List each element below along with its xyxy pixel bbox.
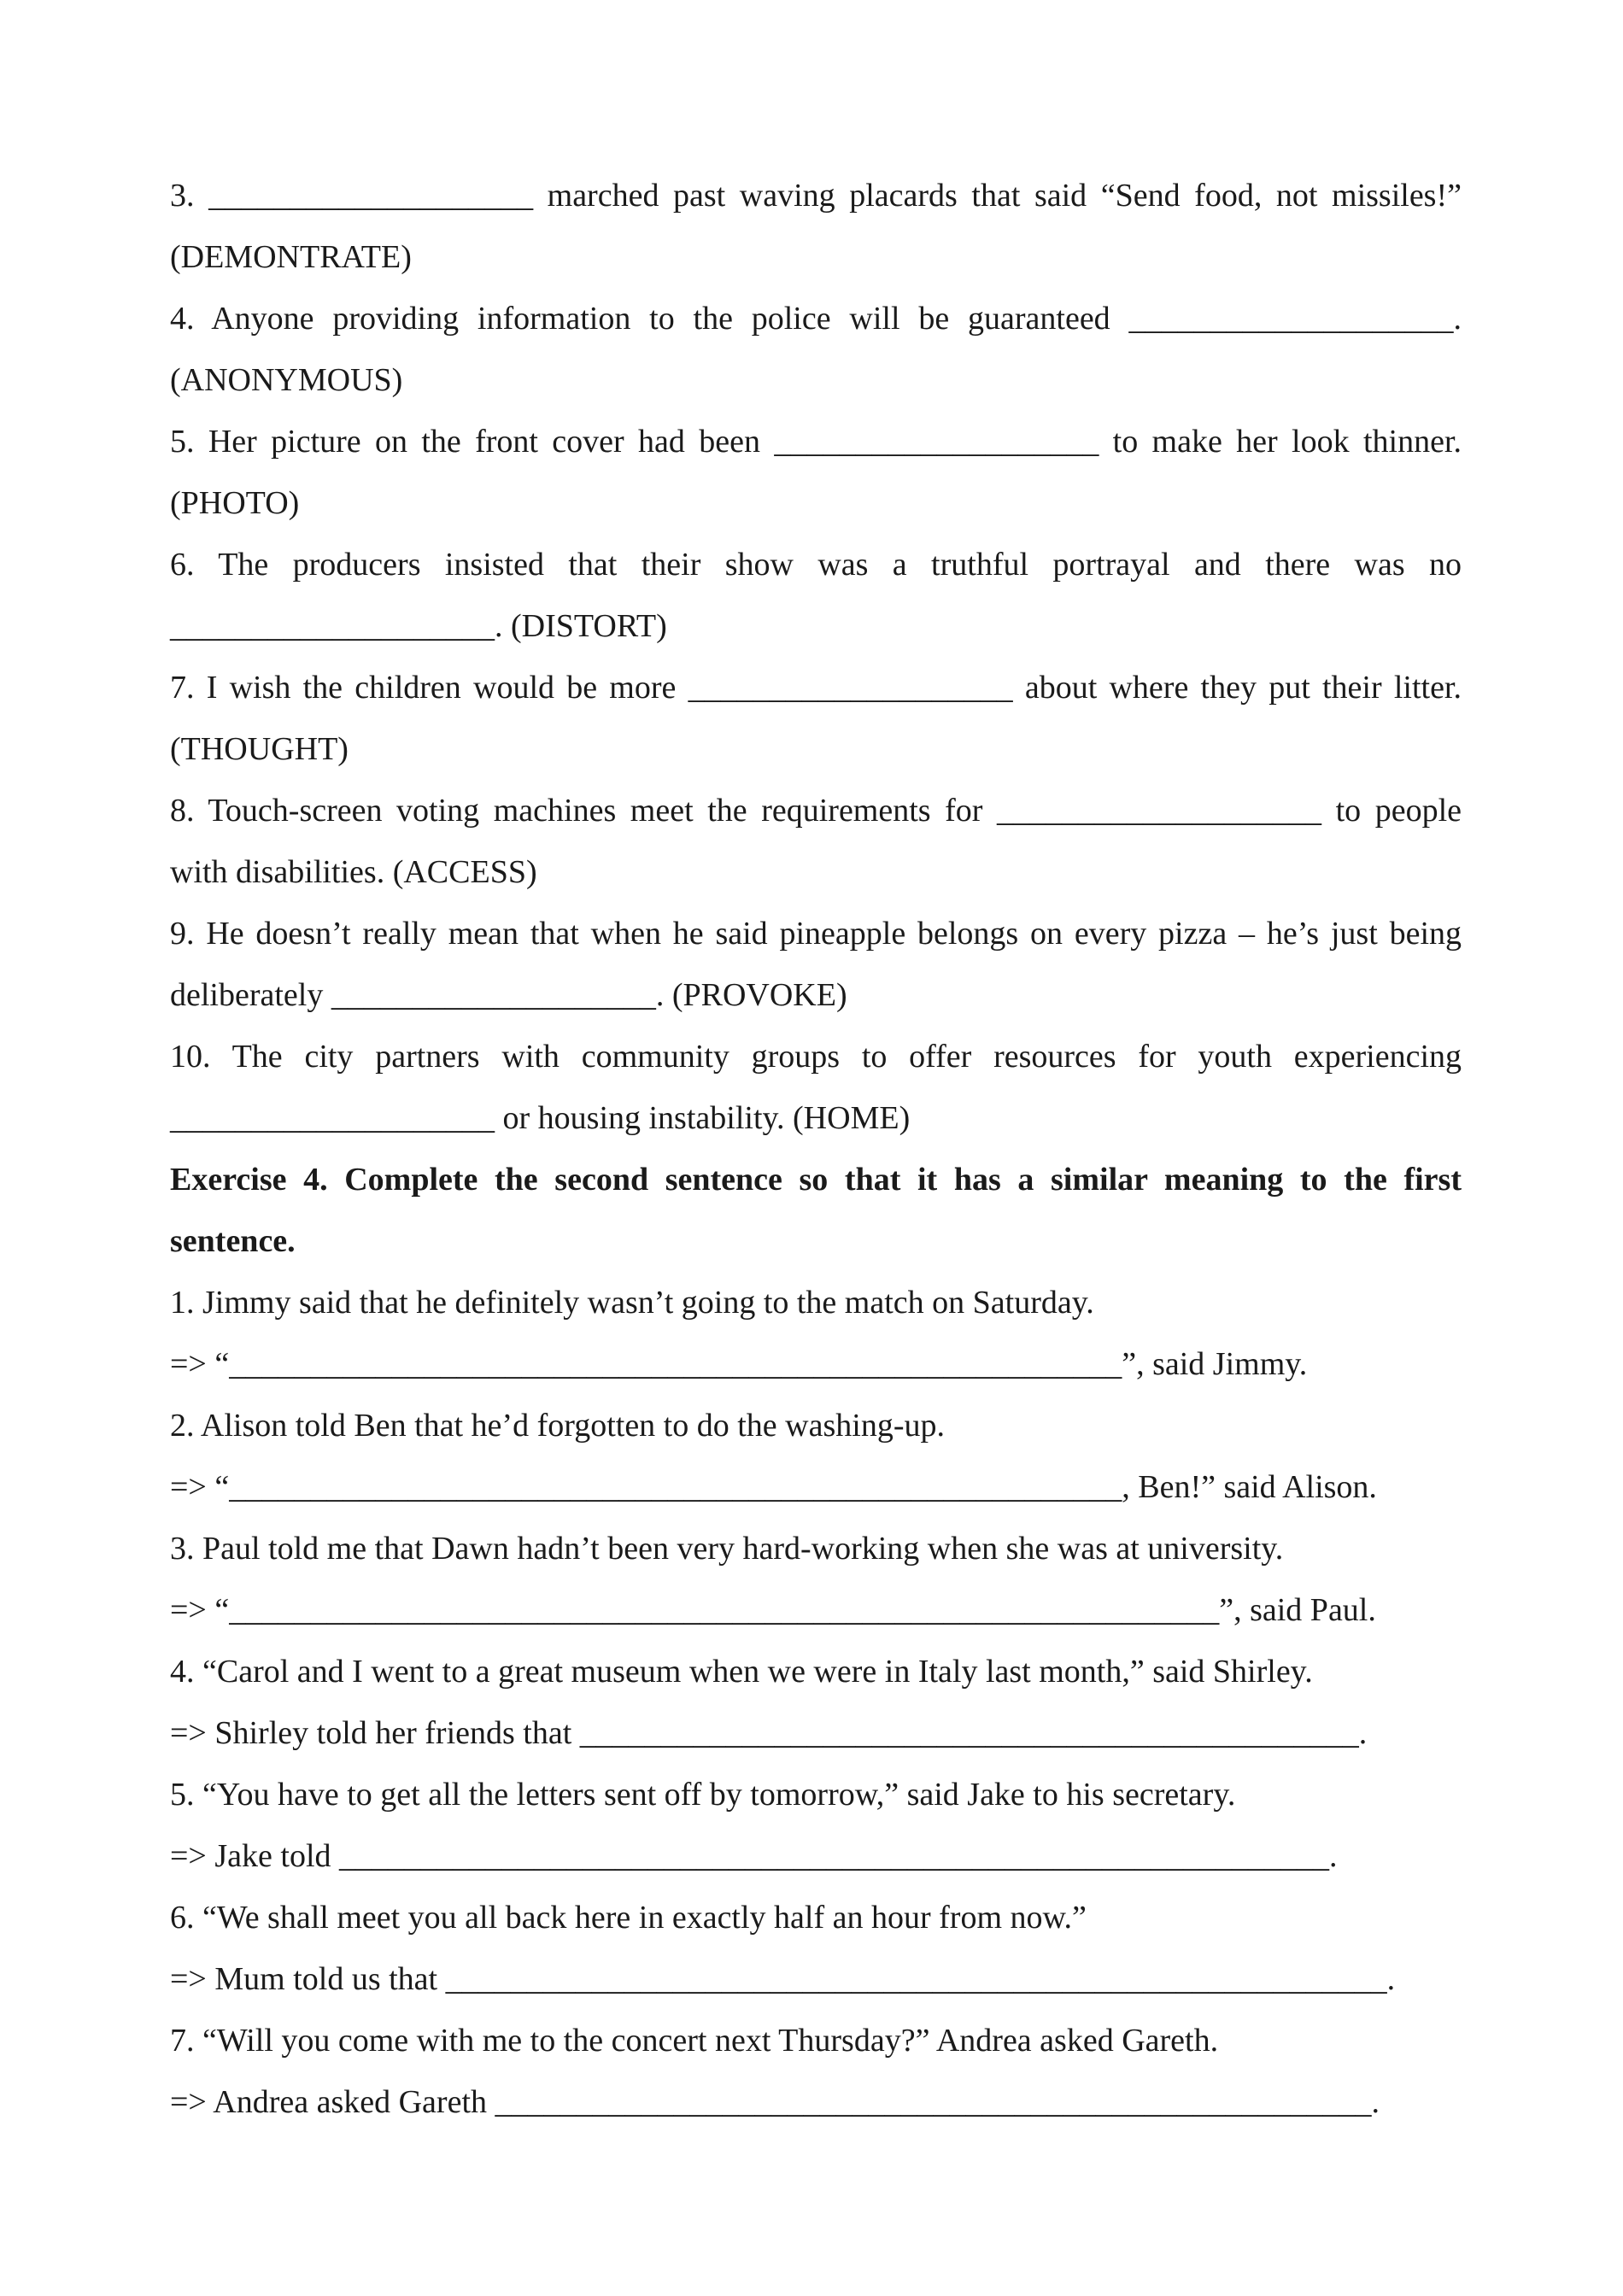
exercise-4-item-4-answer-line: => Shirley told her friends that ________________________________________________. — [170, 1715, 1368, 1751]
exercise-3-item-4: 4. Anyone providing information to the police will be guaranteed ____________________. (ANONYMOUS) — [170, 301, 1462, 398]
exercise-4-item-3-prompt: 3. Paul told me that Dawn hadn’t been very hard-working when she was at university. — [170, 1531, 1284, 1567]
exercise-3-item-7: 7. I wish the children would be more ____________________ about where they put their litter. (THOUGHT) — [170, 670, 1462, 767]
exercise-4-items — [170, 1272, 1462, 2133]
exercise-4-item-5-answer-line: => Jake told _____________________________________________________________. — [170, 1838, 1338, 1874]
exercise-4-item-1-prompt: 1. Jimmy said that he definitely wasn’t going to the match on Saturday. — [170, 1285, 1094, 1321]
exercise-4-item-7-prompt: 7. “Will you come with me to the concert next Thursday?” Andrea asked Gareth. — [170, 2023, 1219, 2059]
exercise-4-item-6-answer-line: => Mum told us that __________________________________________________________. — [170, 1961, 1396, 1997]
exercise-3-item-3: 3. ____________________ marched past waving placards that said “Send food, not missiles!” (DEMONTRATE) — [170, 178, 1462, 275]
exercise-4-item-5-prompt: 5. “You have to get all the letters sent off by tomorrow,” said Jake to his secretary. — [170, 1777, 1236, 1813]
exercise-3-item-10: 10. The city partners with community groups to offer resources for youth experiencing ____________________ or housing instability. (HOME) — [170, 1039, 1462, 1136]
exercise-3-item-8: 8. Touch-screen voting machines meet the requirements for ____________________ to people with disabilities. (ACCESS) — [170, 793, 1462, 890]
exercise-3-item-5: 5. Her picture on the front cover had been ____________________ to make her look thinner. (PHOTO) — [170, 424, 1462, 521]
exercise-3-items — [170, 165, 1462, 1149]
exercise-4-item-3-answer-line: => “_____________________________________________________________”, said Paul. — [170, 1592, 1376, 1628]
worksheet-page — [170, 165, 1462, 2133]
exercise-4-item-6-prompt: 6. “We shall meet you all back here in exactly half an hour from now.” — [170, 1900, 1087, 1936]
exercise-3-item-6: 6. The producers insisted that their show was a truthful portrayal and there was no ____________________. (DISTORT) — [170, 547, 1462, 644]
exercise-4-item-2-answer-line: => “_______________________________________________________, Ben!” said Alison. — [170, 1469, 1377, 1505]
exercise-4-heading: Exercise 4. Complete the second sentence so that it has a similar meaning to the first sentence. — [170, 1162, 1462, 1259]
exercise-4-item-1-answer-line: => “_______________________________________________________”, said Jimmy. — [170, 1346, 1308, 1382]
exercise-4-item-7-answer-line: => Andrea asked Gareth ______________________________________________________. — [170, 2084, 1380, 2120]
exercise-3-item-9: 9. He doesn’t really mean that when he said pineapple belongs on every pizza – he’s just being deliberately ____________________. (PROVOKE) — [170, 916, 1462, 1013]
exercise-4-item-2-prompt: 2. Alison told Ben that he’d forgotten to do the washing-up. — [170, 1408, 945, 1444]
exercise-4-item-4-prompt: 4. “Carol and I went to a great museum when we were in Italy last month,” said Shirley. — [170, 1654, 1313, 1690]
